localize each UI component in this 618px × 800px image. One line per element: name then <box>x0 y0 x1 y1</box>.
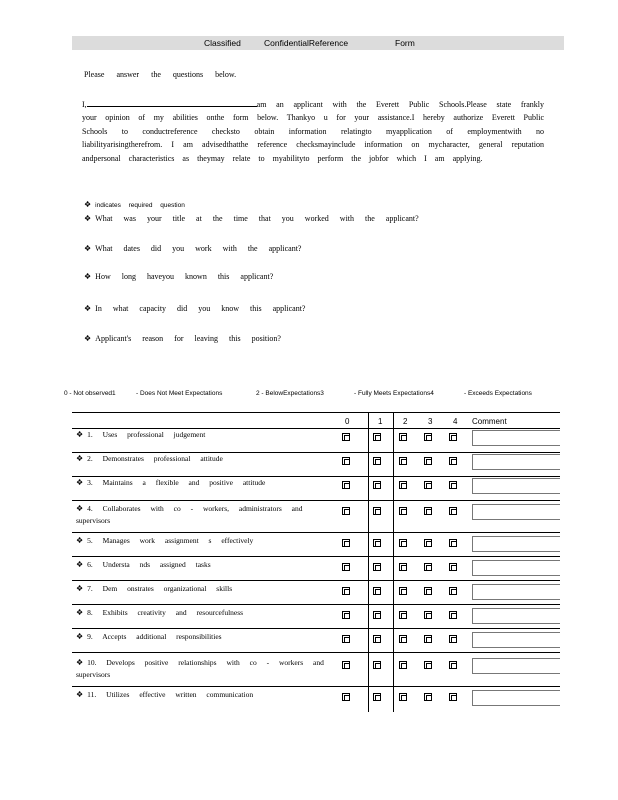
intro-instruction: Please answer the questions below. <box>84 70 237 79</box>
rating-0-checkbox[interactable] <box>342 539 350 547</box>
rating-0-checkbox[interactable] <box>342 457 350 465</box>
rating-2-checkbox[interactable] <box>399 661 407 669</box>
required-diamond-icon: ❖ <box>76 536 84 545</box>
comment-field[interactable] <box>472 658 560 674</box>
rating-0-checkbox[interactable] <box>342 481 350 489</box>
rating-0-checkbox[interactable] <box>342 661 350 669</box>
rating-4-checkbox[interactable] <box>449 587 457 595</box>
rating-4-checkbox[interactable] <box>449 539 457 547</box>
rating-item-label: 7. Dem onstrates organizational skills <box>87 584 233 593</box>
required-diamond-icon: ❖ <box>76 504 84 513</box>
required-diamond-icon: ❖ <box>84 244 92 253</box>
rating-item-label: 6. Understa nds assigned tasks <box>87 560 211 569</box>
required-note <box>84 200 185 209</box>
rating-2-checkbox[interactable] <box>399 433 407 441</box>
rating-1-checkbox[interactable] <box>373 563 381 571</box>
rating-4-checkbox[interactable] <box>449 611 457 619</box>
rating-item-4 <box>76 503 332 527</box>
rating-3-checkbox[interactable] <box>424 587 432 595</box>
rating-4-checkbox[interactable] <box>449 661 457 669</box>
rating-item-9 <box>76 631 332 643</box>
rating-item-label: 11. Utilizes effective written communication <box>87 690 254 699</box>
comment-field[interactable] <box>472 430 560 446</box>
consent-lead: I, <box>82 100 87 109</box>
comment-field[interactable] <box>472 608 560 624</box>
rating-1-checkbox[interactable] <box>373 693 381 701</box>
rating-2-checkbox[interactable] <box>399 563 407 571</box>
applicant-name-blank[interactable] <box>87 98 257 107</box>
rating-4-checkbox[interactable] <box>449 563 457 571</box>
comment-field[interactable] <box>472 632 560 648</box>
required-diamond-icon: ❖ <box>76 454 84 463</box>
rating-item-label: 4. Collaborates with co - workers, administrators and supervisors <box>76 504 303 525</box>
comment-field[interactable] <box>472 478 560 494</box>
rating-3-checkbox[interactable] <box>424 563 432 571</box>
required-diamond-icon: ❖ <box>76 478 84 487</box>
required-diamond-icon: ❖ <box>76 430 84 439</box>
rating-3-checkbox[interactable] <box>424 661 432 669</box>
rating-0-checkbox[interactable] <box>342 587 350 595</box>
required-diamond-icon: ❖ <box>84 334 92 343</box>
column-header-1: 1 <box>378 417 383 426</box>
comment-field[interactable] <box>472 536 560 552</box>
column-header-0: 0 <box>345 417 350 426</box>
rating-item-6 <box>76 559 332 571</box>
rating-item-label: 8. Exhibits creativity and resourcefulness <box>87 608 244 617</box>
required-diamond-icon: ❖ <box>76 608 84 617</box>
comment-field[interactable] <box>472 690 560 706</box>
rating-1-checkbox[interactable] <box>373 661 381 669</box>
question-text: What was your title at the time that you worked with the applicant? <box>95 214 419 223</box>
required-diamond-icon: ❖ <box>76 584 84 593</box>
rating-2-checkbox[interactable] <box>399 635 407 643</box>
comment-field[interactable] <box>472 504 560 520</box>
rating-1-checkbox[interactable] <box>373 611 381 619</box>
rating-2-checkbox[interactable] <box>399 539 407 547</box>
rating-2-checkbox[interactable] <box>399 587 407 595</box>
rating-4-checkbox[interactable] <box>449 457 457 465</box>
scale-3: - Fully Meets Expectations4 <box>354 390 434 397</box>
rating-1-checkbox[interactable] <box>373 635 381 643</box>
scale-0: 0 - Not observed1 <box>64 390 116 397</box>
rating-item-label: 5. Manages work assignment s effectively <box>87 536 254 545</box>
question-text: In what capacity did you know this applicant? <box>95 304 306 313</box>
column-header-comment: Comment <box>472 417 507 426</box>
rating-0-checkbox[interactable] <box>342 563 350 571</box>
rating-item-3 <box>76 477 332 489</box>
rating-item-7 <box>76 583 332 595</box>
question-reason-leaving <box>84 334 281 343</box>
required-diamond-icon: ❖ <box>84 304 92 313</box>
title-classified: Classified <box>204 38 241 48</box>
scale-1: - Does Not Meet Expectations <box>136 390 223 397</box>
rating-item-label: 9. Accepts additional responsibilities <box>87 632 222 641</box>
rating-3-checkbox[interactable] <box>424 481 432 489</box>
rating-4-checkbox[interactable] <box>449 507 457 515</box>
column-header-3: 3 <box>428 417 433 426</box>
column-header-4: 4 <box>453 417 458 426</box>
form-title-bar <box>72 36 564 50</box>
required-diamond-icon: ❖ <box>76 632 84 641</box>
rating-4-checkbox[interactable] <box>449 481 457 489</box>
rating-2-checkbox[interactable] <box>399 507 407 515</box>
question-capacity <box>84 304 305 313</box>
rating-3-checkbox[interactable] <box>424 611 432 619</box>
rating-0-checkbox[interactable] <box>342 433 350 441</box>
rating-3-checkbox[interactable] <box>424 635 432 643</box>
rating-item-10 <box>76 657 332 681</box>
question-text: How long haveyou known this applicant? <box>95 272 274 281</box>
rating-item-5 <box>76 535 332 547</box>
rating-item-label: 3. Maintains a flexible and positive attitude <box>87 478 266 487</box>
rating-0-checkbox[interactable] <box>342 611 350 619</box>
scale-4: - Exceeds Expectations <box>464 390 532 397</box>
question-how-long <box>84 272 273 281</box>
required-diamond-icon: ❖ <box>84 272 92 281</box>
column-header-2: 2 <box>403 417 408 426</box>
title-form: Form <box>395 38 415 48</box>
question-text: What dates did you work with the applicant? <box>95 244 302 253</box>
rating-item-label: 2. Demonstrates professional attitude <box>87 454 223 463</box>
required-diamond-icon: ❖ <box>84 214 92 223</box>
question-title <box>84 214 419 223</box>
rating-1-checkbox[interactable] <box>373 457 381 465</box>
rating-item-11 <box>76 689 332 701</box>
rating-2-checkbox[interactable] <box>399 457 407 465</box>
title-confidential-reference: ConfidentialReference <box>264 38 349 48</box>
rating-item-label: 1. Uses professional judgement <box>87 430 206 439</box>
question-dates <box>84 244 301 253</box>
consent-paragraph <box>82 98 544 165</box>
rating-1-checkbox[interactable] <box>373 433 381 441</box>
required-note-text: indicates required question <box>95 202 185 209</box>
rating-1-checkbox[interactable] <box>373 539 381 547</box>
rating-3-checkbox[interactable] <box>424 457 432 465</box>
rating-0-checkbox[interactable] <box>342 693 350 701</box>
rating-item-2 <box>76 453 332 465</box>
rating-3-checkbox[interactable] <box>424 693 432 701</box>
question-text: Applicant's reason for leaving this position? <box>95 334 281 343</box>
rating-4-checkbox[interactable] <box>449 635 457 643</box>
rating-1-checkbox[interactable] <box>373 507 381 515</box>
required-diamond-icon: ❖ <box>76 658 84 667</box>
rating-0-checkbox[interactable] <box>342 507 350 515</box>
rating-item-1 <box>76 429 332 441</box>
rating-1-checkbox[interactable] <box>373 481 381 489</box>
rating-4-checkbox[interactable] <box>449 433 457 441</box>
rating-item-label: 10. Develops positive relationships with co - workers and supervisors <box>76 658 324 679</box>
required-diamond-icon: ❖ <box>76 560 84 569</box>
rating-2-checkbox[interactable] <box>399 611 407 619</box>
rating-3-checkbox[interactable] <box>424 539 432 547</box>
scale-2: 2 - BelowExpectations3 <box>256 390 324 397</box>
rating-item-8 <box>76 607 332 619</box>
rating-2-checkbox[interactable] <box>399 481 407 489</box>
consent-body: am an applicant with the Everett Public Schools.Please state frankly your opinion of my abilities onthe form below. Thankyo u for your assistance.I hereby authorize Everett Public Schools to conductreference checksto obtain information relatingto myapplication of employmentwith no liabilityarisingtherefrom. I am advisedthatthe reference checksmayinclude information on mycharacter, general reputation andpersonal characteristics as theymay relate to myabilityto perform the jobfor which I am applying. <box>82 100 544 163</box>
rating-3-checkbox[interactable] <box>424 507 432 515</box>
comment-field[interactable] <box>472 584 560 600</box>
comment-field[interactable] <box>472 560 560 576</box>
rating-4-checkbox[interactable] <box>449 693 457 701</box>
rating-3-checkbox[interactable] <box>424 433 432 441</box>
rating-2-checkbox[interactable] <box>399 693 407 701</box>
required-diamond-icon: ❖ <box>84 200 92 209</box>
rating-0-checkbox[interactable] <box>342 635 350 643</box>
comment-field[interactable] <box>472 454 560 470</box>
rating-1-checkbox[interactable] <box>373 587 381 595</box>
required-diamond-icon: ❖ <box>76 690 84 699</box>
